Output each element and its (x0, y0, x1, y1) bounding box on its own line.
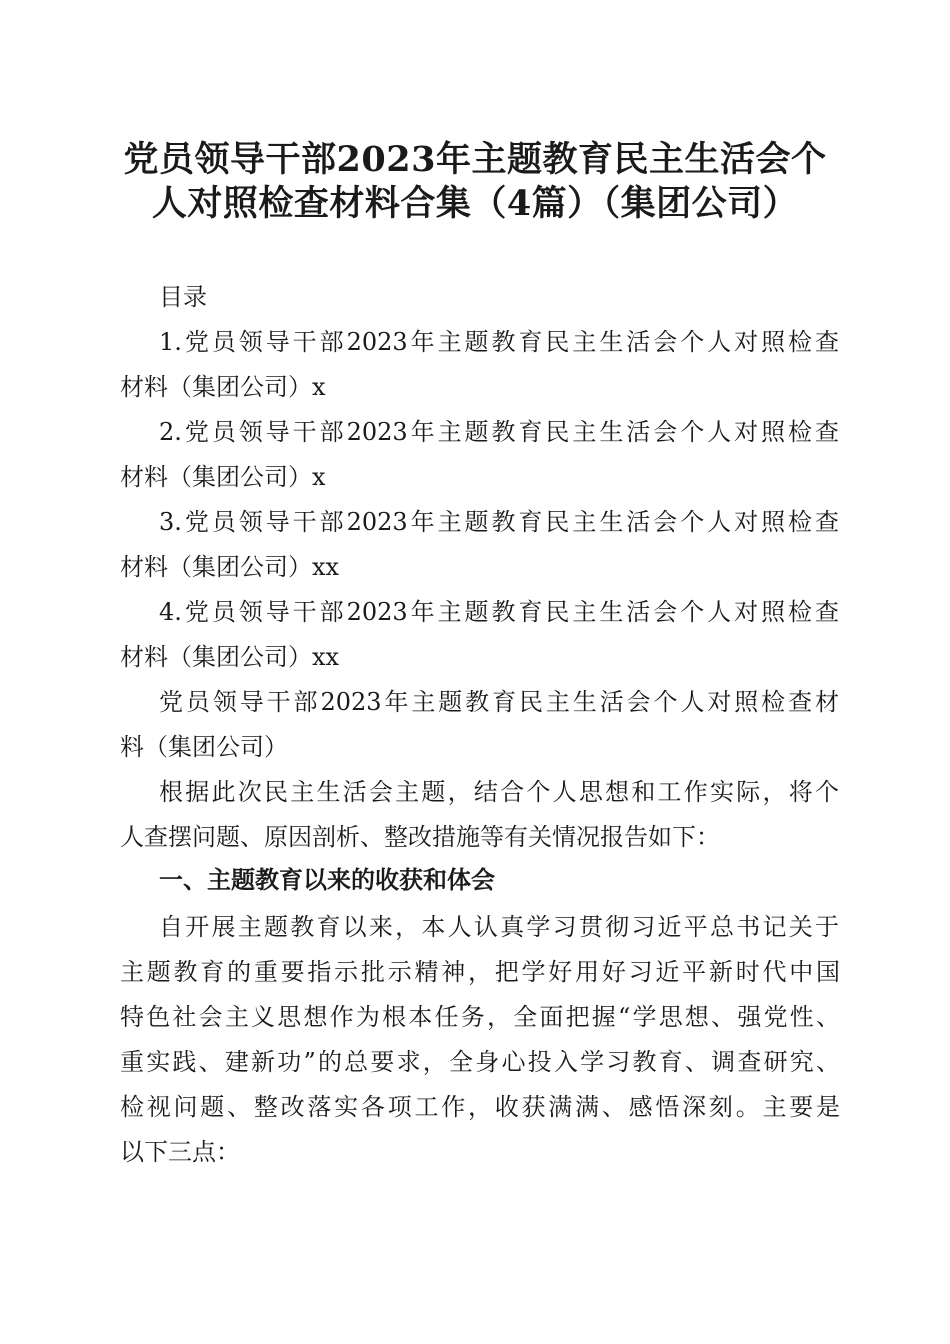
toc-item-3-line-2: 材料（集团公司）xx (120, 553, 340, 581)
subtitle-line-2: 料（集团公司） (120, 733, 288, 761)
intro-line-1: 根据此次民主生活会主题，结合个人思想和工作实际，将个 (159, 778, 839, 806)
toc-item-4-line-2: 材料（集团公司）xx (120, 643, 340, 671)
paragraph-1-line-1: 自开展主题教育以来，本人认真学习贯彻习近平总书记关于 (159, 913, 839, 941)
paragraph-1-line-6: 以下三点： (120, 1138, 240, 1166)
toc-item-1-line-2: 材料（集团公司）x (120, 373, 326, 401)
toc-item-2-line-1: 2.党员领导干部2023年主题教育民主生活会个人对照检查 (159, 418, 839, 446)
paragraph-1-line-4: 重实践、建新功”的总要求，全身心投入学习教育、调查研究、 (120, 1048, 840, 1076)
toc-label: 目录 (159, 283, 207, 311)
toc-item-3-line-1: 3.党员领导干部2023年主题教育民主生活会个人对照检查 (159, 508, 839, 536)
intro-line-2: 人查摆问题、原因剖析、整改措施等有关情况报告如下： (120, 823, 720, 851)
toc-item-4-line-1: 4.党员领导干部2023年主题教育民主生活会个人对照检查 (159, 598, 839, 626)
document-title-line-1: 党员领导干部2023年主题教育民主生活会个 (123, 139, 827, 180)
subtitle-line-1: 党员领导干部2023年主题教育民主生活会个人对照检查材 (159, 688, 839, 716)
paragraph-1-line-3: 特色社会主义思想作为根本任务，全面把握“学思想、强党性、 (120, 1003, 840, 1031)
toc-item-1-line-1: 1.党员领导干部2023年主题教育民主生活会个人对照检查 (159, 328, 839, 356)
paragraph-1-line-5: 检视问题、整改落实各项工作，收获满满、感悟深刻。主要是 (120, 1093, 840, 1121)
section-1-heading: 一、主题教育以来的收获和体会 (159, 866, 495, 894)
paragraph-1-line-2: 主题教育的重要指示批示精神，把学好用好习近平新时代中国 (120, 958, 840, 986)
toc-item-2-line-2: 材料（集团公司）x (120, 463, 326, 491)
document-title-line-2: 人对照检查材料合集（4篇）（集团公司） (151, 183, 799, 224)
